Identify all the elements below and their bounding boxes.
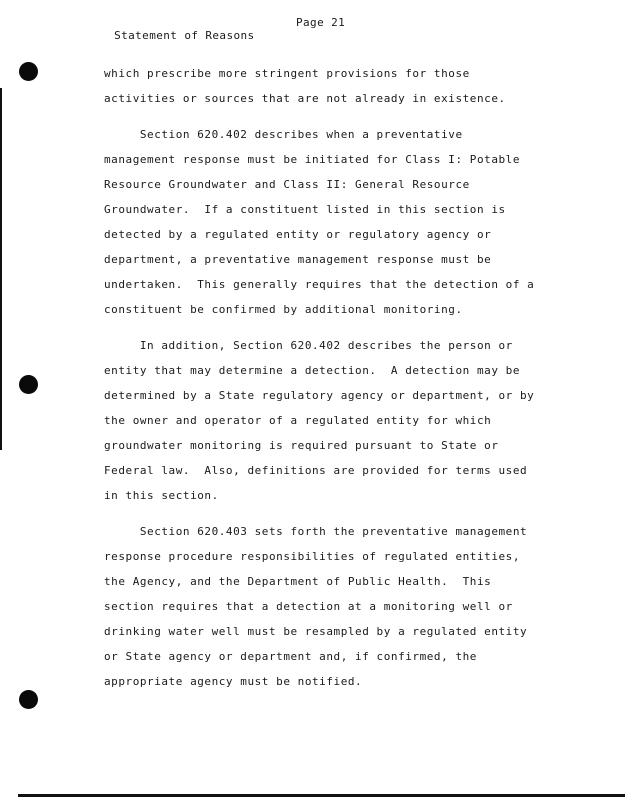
- left-edge-shadow: [0, 88, 2, 450]
- text-line: Federal law. Also, definitions are provided for terms used: [104, 464, 528, 477]
- text-line: activities or sources that are not already in existence.: [104, 92, 506, 105]
- text-line: the Agency, and the Department of Public Health. This: [104, 575, 492, 588]
- text-line: detected by a regulated entity or regulatory agency or: [104, 228, 492, 241]
- text-line: constituent be confirmed by additional monitoring.: [104, 303, 463, 316]
- text-line: management response must be initiated for Class I: Potable: [104, 153, 521, 166]
- text-line: section requires that a detection at a monitoring well or: [104, 600, 513, 613]
- text-line: entity that may determine a detection. A detection may be: [104, 364, 521, 377]
- text-line: In addition, Section 620.402 describes the person or: [104, 339, 513, 352]
- text-line: drinking water well must be resampled by a regulated entity: [104, 625, 528, 638]
- page-header: [86, 16, 346, 68]
- punch-hole-top: [19, 62, 38, 81]
- paragraph: [104, 524, 564, 699]
- paragraph: [104, 127, 564, 327]
- punch-hole-bottom: [19, 690, 38, 709]
- text-line: Section 620.403 sets forth the preventative management: [104, 525, 528, 538]
- document-body: [104, 66, 564, 699]
- text-line: groundwater monitoring is required pursuant to State or: [104, 439, 499, 452]
- text-line: department, a preventative management response must be: [104, 253, 492, 266]
- paragraph: [104, 338, 564, 513]
- text-line: or State agency or department and, if confirmed, the: [104, 650, 477, 663]
- bottom-edge-line: [18, 794, 625, 797]
- punch-hole-middle: [19, 375, 38, 394]
- text-line: the owner and operator of a regulated entity for which: [104, 414, 492, 427]
- text-line: Section 620.402 describes when a preventative: [104, 128, 463, 141]
- header-title: Statement of Reasons: [114, 29, 255, 42]
- text-line: which prescribe more stringent provisions for those: [104, 67, 470, 80]
- page-number: Page 21: [296, 16, 346, 29]
- text-line: appropriate agency must be notified.: [104, 675, 363, 688]
- text-line: undertaken. This generally requires that the detection of a: [104, 278, 535, 291]
- text-line: Groundwater. If a constituent listed in this section is: [104, 203, 506, 216]
- text-line: Resource Groundwater and Class II: General Resource: [104, 178, 470, 191]
- text-line: determined by a State regulatory agency or department, or by: [104, 389, 535, 402]
- text-line: in this section.: [104, 489, 219, 502]
- paragraph: [104, 66, 564, 116]
- text-line: response procedure responsibilities of regulated entities,: [104, 550, 521, 563]
